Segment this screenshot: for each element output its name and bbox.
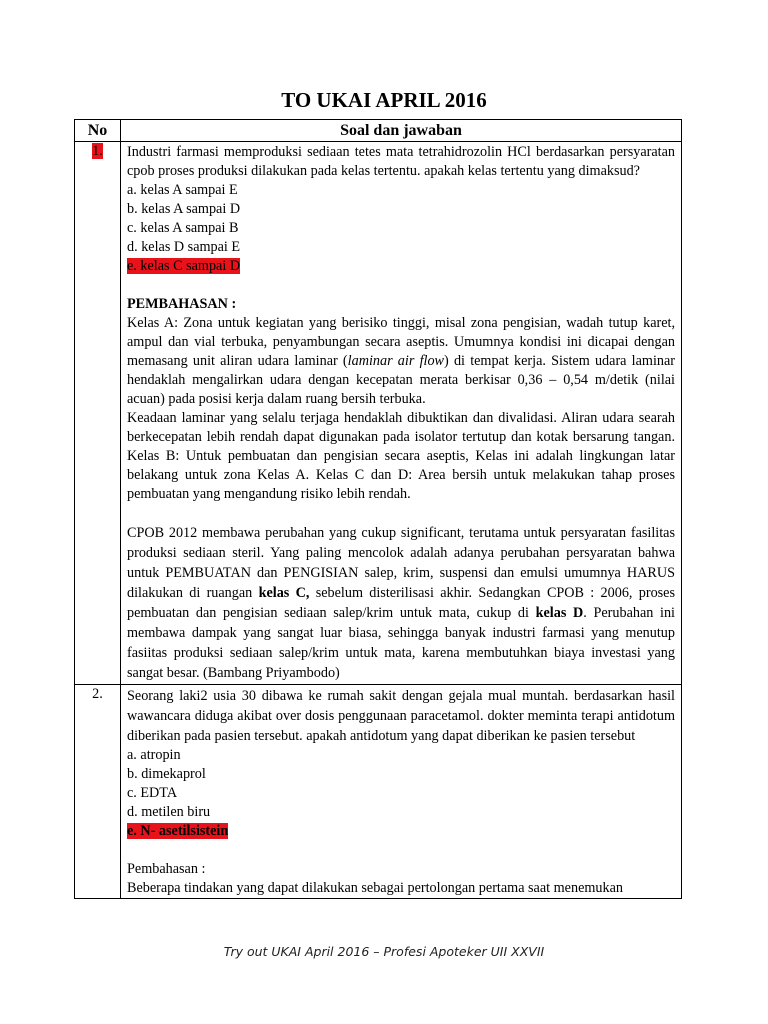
discussion-paragraph-1: Kelas A: Zona untuk kegiatan yang berisiko tinggi, misal zona pengisian, wadah tutup karet, ampul dan vial terbuka, penyambungan secara aseptis. Umumnya kondisi ini dicapai dengan memasang unit aliran udara laminar (laminar air flow) di tempat kerja. Sistem udara laminar hendaklah mengalirkan udara dengan kecepatan merata berkisar 0,36 – 0,54 m/detik (nilai acuan) pada posisi kerja dalam ruang bersih terbuka. — [127, 315, 676, 407]
table-row — [75, 685, 682, 899]
option-b: b. kelas A sampai D — [127, 201, 241, 217]
option-c: c. kelas A sampai B — [127, 220, 239, 236]
discussion-heading: Pembahasan : — [127, 861, 206, 877]
discussion-paragraph-3: CPOB 2012 membawa perubahan yang cukup significant, terutama untuk persyaratan fasilitas produksi sediaan steril. Yang paling mencolok adalah adanya perubahan persyaratan bahwa untuk PEMBUATAN dan PENGISIAN salep, krim, suspensi dan emulsi umumnya HARUS dilakukan di ruangan kelas C, sebelum disterilisasi akhir. Sedangkan CPOB : 2006, proses pembuatan dan pengisian sediaan salep/krim untuk mata, cukup di kelas D. Perubahan ini membawa dampak yang sangat luar biasa, sehingga banyak industri farmasi yang menutup fasiitas produksi sediaan salep/krim untuk mata, karena membutuhkan biaya investasi yang sangat besar. (Bambang Priyambodo) — [127, 525, 675, 681]
option-b: b. dimekaprol — [127, 766, 206, 782]
option-e-answer: e. N- asetilsistein — [127, 823, 229, 839]
discussion-text: Beberapa tindakan yang dapat dilakukan sebagai pertolongan pertama saat menemukan — [127, 880, 623, 896]
option-e-answer: e. kelas C sampai D — [127, 258, 241, 274]
question-text: Industri farmasi memproduksi sediaan tetes mata tetrahidrozolin HCl berdasarkan persyaratan cpob proses produksi dilakukan pada kelas tertentu. apakah kelas tertentu yang dimaksud? — [127, 144, 675, 179]
document-title: TO UKAI APRIL 2016 — [281, 88, 487, 112]
question-text: Seorang laki2 usia 30 dibawa ke rumah sakit dengan gejala mual muntah. berdasarkan hasil wawancara diduga akibat over dosis penggunaan paracetamol. dokter meminta terapi antidotum diberikan pada pasien tersebut. apakah antidotum yang dapat diberikan ke pasien tersebut — [127, 688, 675, 744]
question-number-cell — [75, 685, 121, 899]
option-d: d. metilen biru — [127, 804, 211, 820]
question-number: 1. — [92, 143, 103, 159]
question-number: 2. — [92, 686, 103, 702]
option-a: a. kelas A sampai E — [127, 182, 238, 198]
question-number-cell — [75, 142, 121, 685]
header-content: Soal dan jawaban — [121, 120, 682, 142]
table-row — [75, 142, 682, 685]
question-content-cell — [121, 685, 682, 899]
question-content-cell — [121, 142, 682, 685]
discussion-paragraph-2: Keadaan laminar yang selalu terjaga hendaklah dibuktikan dan divalidasi. Aliran udara searah berkecepatan lebih rendah dapat digunakan pada isolator tertutup dan kotak bersarung tangan. Kelas B: Untuk pembuatan dan pengisian secara aseptis, Kelas ini adalah lingkungan latar belakang untuk zona Kelas A. Kelas C dan D: Area bersih untuk melakukan tahap proses pembuatan yang mengandung risiko lebih rendah. — [127, 410, 675, 502]
page-footer: Try out UKAI April 2016 – Profesi Apoteker UII XXVII — [223, 944, 545, 959]
option-c: c. EDTA — [127, 785, 178, 801]
questions-table — [74, 119, 682, 899]
option-d: d. kelas D sampai E — [127, 239, 241, 255]
option-a: a. atropin — [127, 747, 181, 763]
discussion-heading: PEMBAHASAN : — [127, 296, 237, 312]
header-no: No — [75, 120, 121, 142]
table-header-row — [75, 120, 682, 142]
